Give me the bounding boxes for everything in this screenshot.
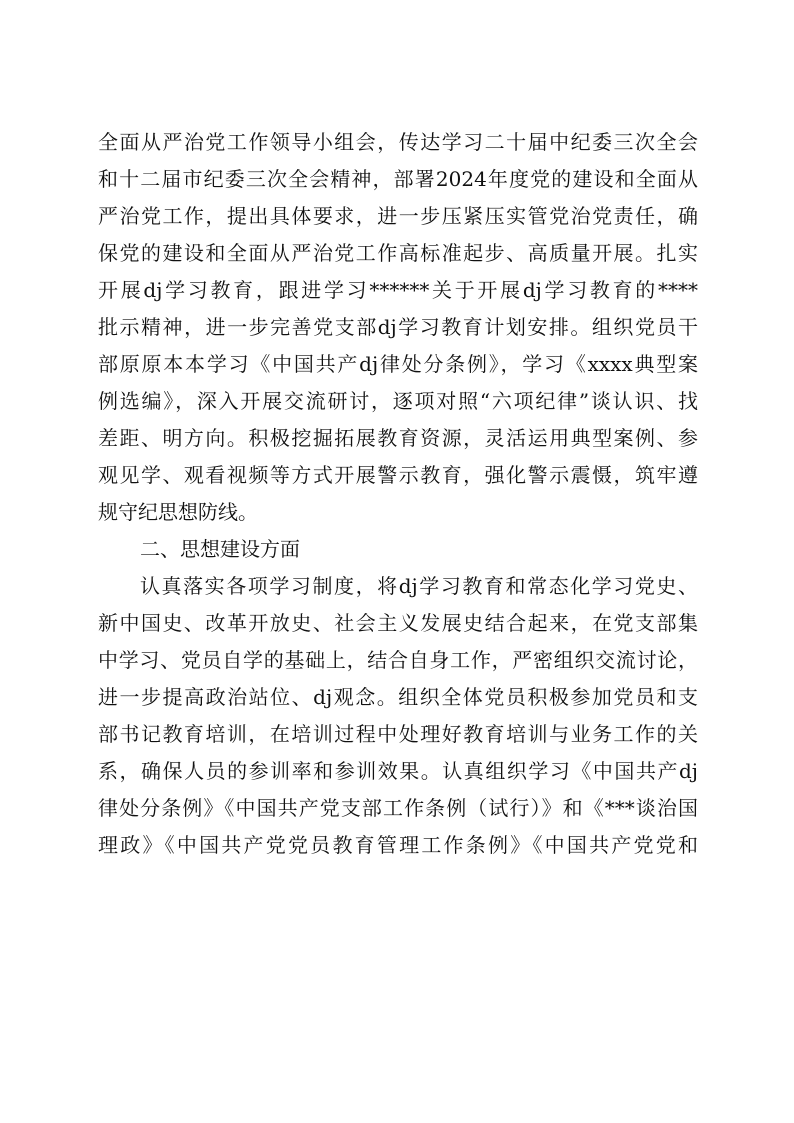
text-line-2: 和十二届市纪委三次全会精神，部署2024年度党的建设和全面从 bbox=[98, 167, 698, 191]
text-line-19: 律处分条例》《中国共产党支部工作条例（试行）》和《***谈治国 bbox=[98, 796, 698, 820]
text-line-5: 开展dj学习教育，跟进学习******关于开展dj学习教育的**** bbox=[98, 278, 698, 302]
text-line-11: 规守纪思想防线。 bbox=[98, 500, 258, 524]
document-body bbox=[98, 124, 698, 864]
text-line-9: 差距、明方向。积极挖掘拓展教育资源，灵活运用典型案例、参 bbox=[98, 426, 698, 450]
text-line-4: 保党的建设和全面从严治党工作高标准起步、高质量开展。扎实 bbox=[98, 241, 698, 265]
text-line-10: 观见学、观看视频等方式开展警示教育，强化警示震慑，筑牢遵 bbox=[98, 463, 698, 487]
text-line-3: 严治党工作，提出具体要求，进一步压紧压实管党治党责任，确 bbox=[98, 204, 698, 228]
text-line-6: 批示精神，进一步完善党支部dj学习教育计划安排。组织党员干 bbox=[98, 315, 698, 339]
text-line-7: 部原原本本学习《中国共产dj律处分条例》，学习《xxxx典型案 bbox=[98, 352, 698, 376]
text-line-13: 认真落实各项学习制度，将dj学习教育和常态化学习党史、 bbox=[140, 574, 698, 598]
text-line-16: 进一步提高政治站位、dj观念。组织全体党员积极参加党员和支 bbox=[98, 685, 698, 709]
text-line-18: 系，确保人员的参训率和参训效果。认真组织学习《中国共产dj bbox=[98, 759, 698, 783]
text-line-20: 理政》《中国共产党党员教育管理工作条例》《中国共产党党和 bbox=[98, 833, 698, 857]
text-line-17: 部书记教育培训，在培训过程中处理好教育培训与业务工作的关 bbox=[98, 722, 698, 746]
text-line-15: 中学习、党员自学的基础上，结合自身工作，严密组织交流讨论， bbox=[98, 648, 698, 672]
text-line-8: 例选编》，深入开展交流研讨，逐项对照“六项纪律”谈认识、找 bbox=[98, 389, 698, 413]
text-line-1: 全面从严治党工作领导小组会，传达学习二十届中纪委三次全会 bbox=[98, 130, 698, 154]
section-heading: 二、思想建设方面 bbox=[140, 537, 300, 561]
text-line-14: 新中国史、改革开放史、社会主义发展史结合起来，在党支部集 bbox=[98, 611, 698, 635]
